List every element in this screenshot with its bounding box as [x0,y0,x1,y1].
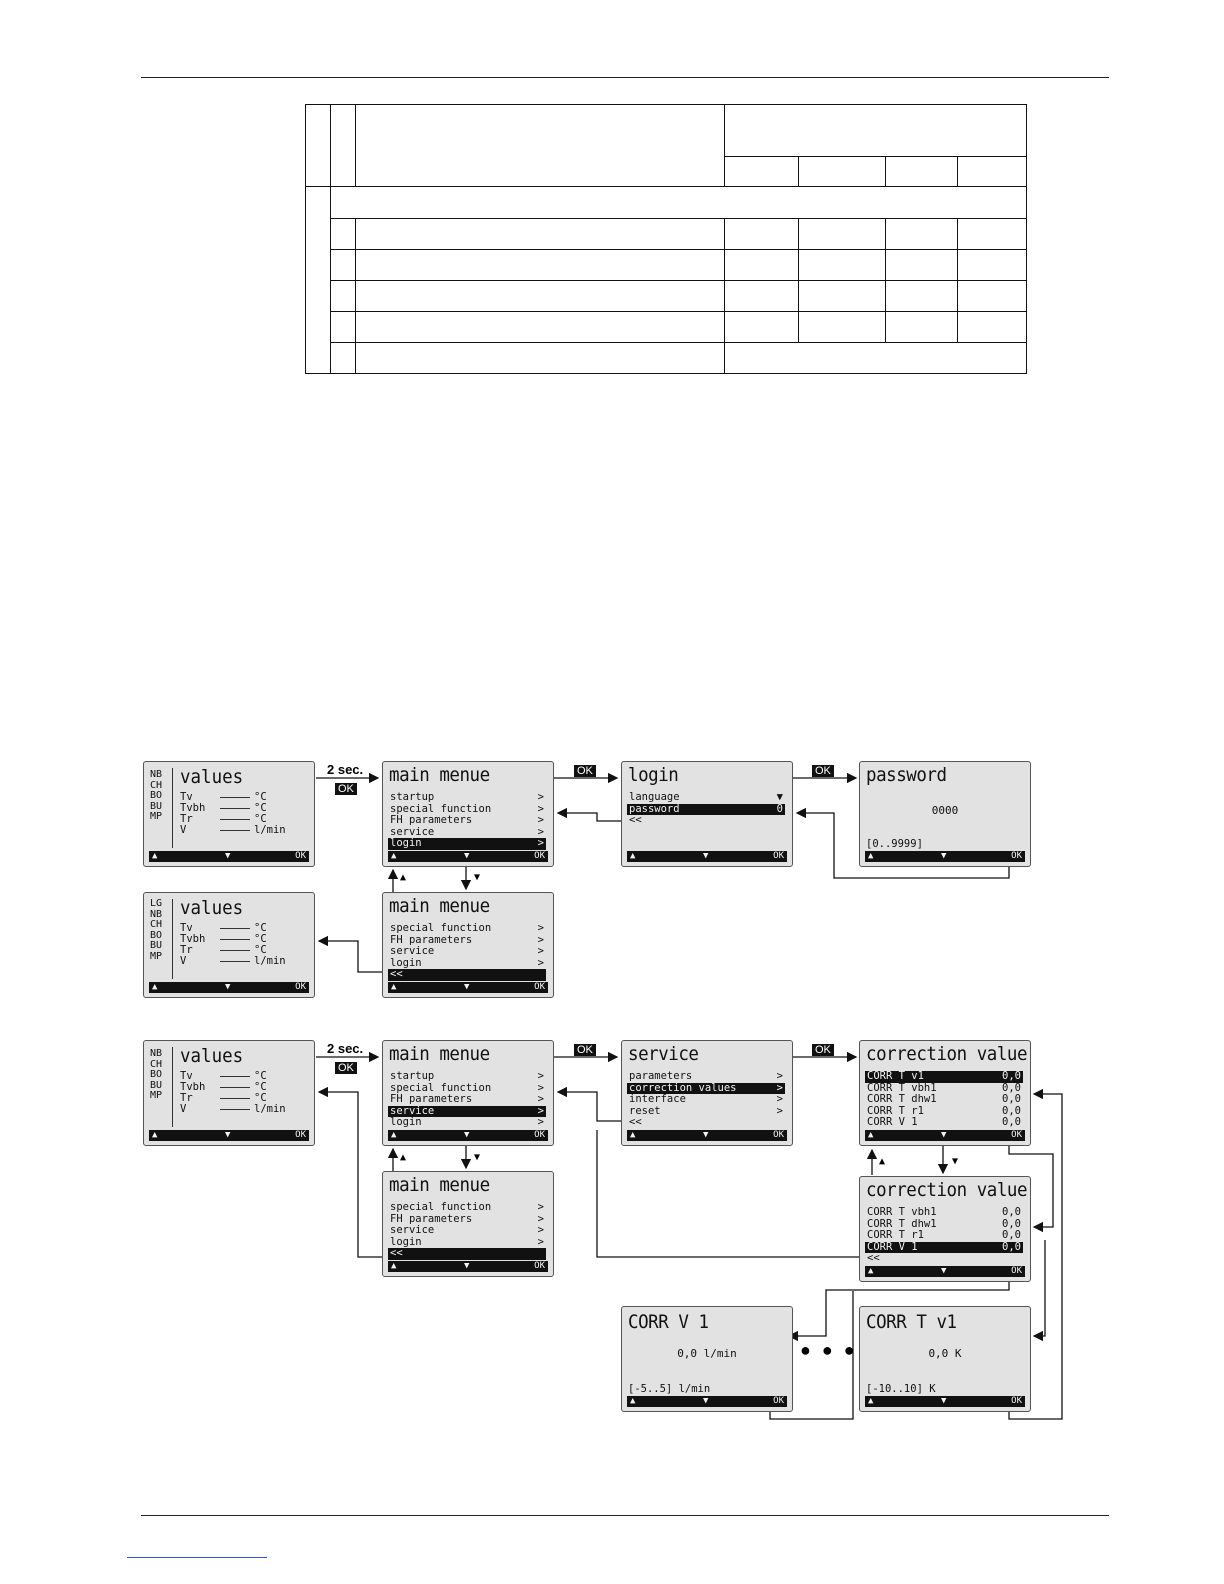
status-column [150,899,168,962]
value-range: [-10..10] K [866,1383,936,1395]
ok-button[interactable]: OK [534,1261,545,1271]
status-code: NB [150,1048,163,1059]
menu-item-selected[interactable]: correction values > [629,1081,783,1094]
value-unit: °C [254,813,267,825]
up-icon[interactable]: ▲ [152,982,158,992]
menu-item[interactable]: login > [390,1116,544,1129]
correction-item[interactable]: CORR T vbh1 0,0 [867,1206,1021,1218]
menu-item[interactable]: special function > [390,802,544,815]
correction-item[interactable]: CORR T dhw1 0,0 [867,1093,1021,1106]
correction-item[interactable]: CORR T dhw1 0,0 [867,1217,1021,1230]
value-unit: °C [254,1092,267,1104]
up-key-label: ▲ [400,1152,407,1163]
value-unit: l/min [254,1103,286,1115]
down-icon[interactable]: ▼ [225,1130,231,1140]
login-item[interactable]: language ▼ [629,791,783,803]
value-unit: °C [254,1070,267,1082]
ok-button[interactable]: OK [1011,1396,1022,1406]
corr-t-v1-screen [859,1306,1031,1412]
ok-key-label: OK [335,1062,357,1074]
down-icon[interactable]: ▼ [941,1396,947,1406]
value-unit: l/min [254,955,286,967]
menu-item[interactable]: special function > [390,1081,544,1094]
value-name: Tr [180,944,193,956]
screen-title: service [628,1043,699,1065]
ok-button[interactable]: OK [1011,851,1022,861]
status-code: CH [150,779,163,791]
down-icon[interactable]: ▼ [703,1130,709,1140]
back-item-selected[interactable]: << [388,1248,546,1260]
screen-title: values [180,1045,244,1067]
down-key-label: ▼ [474,872,481,883]
correction-item[interactable]: CORR T r1 0,0 [867,1104,1021,1117]
ok-key-label: OK [574,1044,596,1056]
main-menu-screen [382,1040,554,1146]
screen-title: main menue [389,895,490,917]
correction-item[interactable]: CORR T r1 0,0 [867,1229,1021,1242]
password-screen [859,761,1031,867]
back-item[interactable]: << [629,814,642,827]
menu-item[interactable]: login > [390,1235,544,1248]
value-unit: °C [254,1081,267,1093]
back-item[interactable]: << [629,1116,642,1129]
down-icon[interactable]: ▼ [225,851,231,861]
down-key-label: ▼ [474,1152,481,1163]
ok-key-label: OK [812,765,834,777]
status-code: MP [150,811,163,822]
menu-item[interactable]: reset > [629,1104,783,1117]
menu-item[interactable]: interface > [629,1093,783,1106]
up-icon[interactable]: ▲ [152,1130,158,1140]
down-icon[interactable]: ▼ [941,1130,947,1140]
ok-key-label: OK [812,1044,834,1056]
screen-title: values [180,766,244,788]
correction-value-display[interactable]: 0,0 l/min [677,1347,737,1360]
value-name: Tvbh [180,1081,206,1093]
ok-button[interactable]: OK [773,1396,784,1406]
value-name: V [180,1103,187,1115]
up-icon[interactable]: ▲ [630,1130,636,1140]
status-code: NB [150,769,163,780]
down-icon[interactable]: ▼ [941,1266,947,1276]
two-sec-label: 2 sec. [327,1041,364,1056]
value-unit: °C [254,802,267,814]
menu-item-selected[interactable]: login > [390,837,544,850]
ok-button[interactable]: OK [295,851,306,861]
screen-title: correction value [866,1179,1028,1201]
up-key-label: ▲ [400,872,407,883]
main-menu-screen [382,1171,554,1277]
down-icon[interactable]: ▼ [464,982,470,992]
menu-item[interactable]: FH parameters > [390,1093,544,1106]
menu-item[interactable]: parameters > [629,1070,783,1082]
value-name: Tv [180,922,193,934]
down-key-label: ▼ [952,1156,959,1167]
status-code: BO [150,1069,163,1080]
two-sec-label: 2 sec. [327,762,364,777]
ok-button[interactable]: OK [534,851,545,861]
menu-item[interactable]: startup > [390,791,544,803]
ok-key-label: OK [335,783,357,795]
back-item-selected[interactable]: << [388,969,546,981]
correction-value-display[interactable]: 0,0 K [928,1347,962,1360]
screen-title: password [866,764,947,786]
menu-item[interactable]: FH parameters > [390,1212,544,1225]
main-menu-screen [382,892,554,998]
up-icon[interactable]: ▲ [630,851,636,861]
value-name: Tr [180,813,193,825]
down-icon[interactable]: ▼ [464,851,470,861]
menu-item[interactable]: special function > [390,1201,544,1213]
value-unit: °C [254,944,267,956]
main-menu-screen [382,761,554,867]
menu-item[interactable]: service > [390,945,544,958]
up-icon[interactable]: ▲ [868,1266,874,1276]
down-icon[interactable]: ▼ [464,1130,470,1140]
up-icon[interactable]: ▲ [391,982,397,992]
screen-title: login [628,764,679,786]
password-value[interactable]: 0000 [931,804,959,817]
values-screen [143,892,315,998]
down-icon[interactable]: ▼ [225,982,231,992]
status-code: BU [150,940,163,951]
value-name: Tv [180,791,193,803]
up-icon[interactable]: ▲ [630,1396,636,1406]
ok-key-label: OK [574,765,596,777]
screen-title: correction value [866,1043,1028,1065]
up-icon[interactable]: ▲ [868,1130,874,1140]
values-screen [143,761,315,867]
status-column [150,1049,168,1102]
values-screen [143,1040,315,1146]
screen-title: main menue [389,1174,490,1196]
up-icon[interactable]: ▲ [391,1130,397,1140]
bottom-rule [141,1515,1109,1516]
footer-link-underline[interactable] [127,1557,267,1558]
login-item-selected[interactable]: password 0 [629,802,783,815]
ok-button[interactable]: OK [773,1130,784,1140]
back-item[interactable]: << [867,1252,880,1265]
value-unit: °C [254,922,267,934]
menu-item-selected[interactable]: service > [390,1104,544,1117]
correction-item[interactable]: CORR V 1 0,0 [867,1116,1021,1129]
correction-item[interactable]: CORR T vbh1 0,0 [867,1081,1021,1094]
value-unit: °C [254,933,267,945]
screen-title: main menue [389,1043,490,1065]
status-code: BO [150,929,163,941]
value-name: Tr [180,1092,193,1104]
up-icon[interactable]: ▲ [391,1261,397,1271]
status-code: MP [150,1090,163,1101]
correction-value-screen [859,1040,1031,1146]
corr-v1-screen [621,1306,793,1412]
ok-button[interactable]: OK [773,851,784,861]
service-screen [621,1040,793,1146]
login-screen [621,761,793,867]
menu-item[interactable]: login > [390,956,544,969]
status-code: LG [150,898,163,909]
value-range: [0..9999] [866,838,923,850]
ok-button[interactable]: OK [295,982,306,992]
value-name: V [180,824,187,836]
correction-value-screen [859,1176,1031,1282]
screen-title: main menue [389,764,490,786]
down-icon[interactable]: ▼ [703,1396,709,1406]
correction-item-selected[interactable]: CORR T v1 0,0 [867,1070,1021,1082]
ok-button[interactable]: OK [534,1130,545,1140]
status-code: BU [150,1079,163,1091]
more-screens-ellipsis: ● ● ● [800,1340,858,1360]
status-column [150,770,168,823]
correction-item-selected[interactable]: CORR V 1 0,0 [867,1240,1021,1253]
up-icon[interactable]: ▲ [391,851,397,861]
value-name: V [180,955,187,967]
menu-item[interactable]: FH parameters > [390,933,544,946]
menu-item[interactable]: service > [390,825,544,838]
status-code: CH [150,919,163,930]
ok-button[interactable]: OK [1011,1130,1022,1140]
ok-button[interactable]: OK [534,982,545,992]
value-name: Tv [180,1070,193,1082]
up-icon[interactable]: ▲ [868,851,874,861]
screen-title: CORR T v1 [866,1311,957,1333]
screen-title: CORR V 1 [628,1311,709,1333]
down-icon[interactable]: ▼ [464,1261,470,1271]
screen-title: values [180,897,244,919]
menu-item[interactable]: startup > [390,1070,544,1082]
value-unit: °C [254,791,267,803]
down-icon[interactable]: ▼ [941,851,947,861]
up-icon[interactable]: ▲ [152,851,158,861]
status-code: NB [150,908,163,920]
status-code: CH [150,1058,163,1070]
up-icon[interactable]: ▲ [868,1396,874,1406]
value-range: [-5..5] l/min [628,1383,711,1395]
ok-button[interactable]: OK [295,1130,306,1140]
down-icon[interactable]: ▼ [703,851,709,861]
menu-item[interactable]: service > [390,1224,544,1237]
menu-item[interactable]: FH parameters > [390,814,544,827]
value-name: Tvbh [180,933,206,945]
up-key-label: ▲ [879,1156,886,1167]
ok-button[interactable]: OK [1011,1266,1022,1276]
menu-item[interactable]: special function > [390,922,544,934]
status-code: MP [150,950,163,962]
status-code: BO [150,790,163,801]
status-code: BU [150,800,163,812]
value-unit: l/min [254,824,286,836]
value-name: Tvbh [180,802,206,814]
